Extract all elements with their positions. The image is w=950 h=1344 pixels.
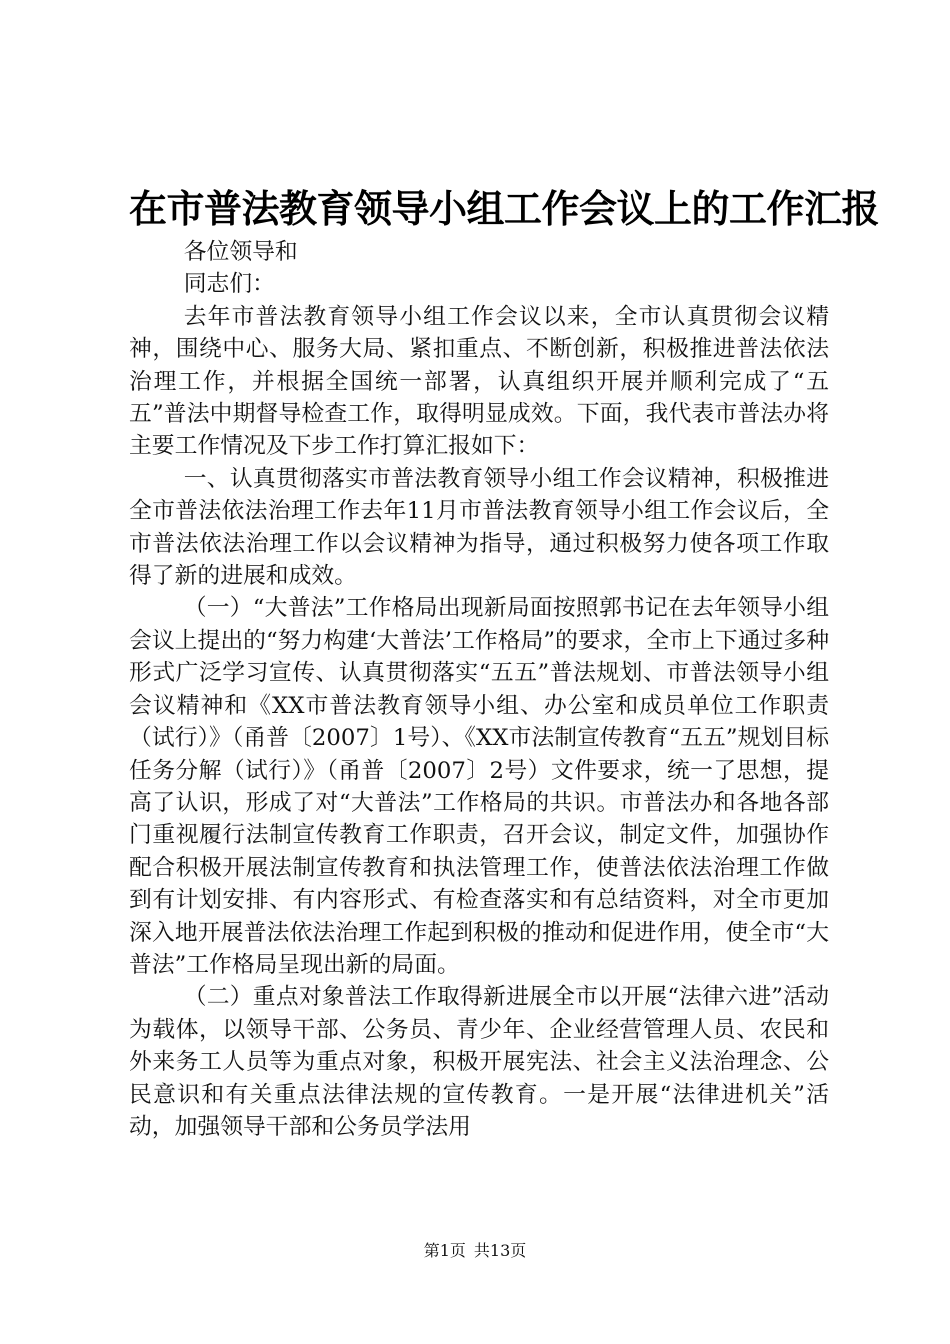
paragraph-section-1: 一、认真贯彻落实市普法教育领导小组工作会议精神，积极推进全市普法依法治理工作去年11月市普法教育领导小组工作会议后，全市普法依法治理工作以会议精神为指导，通过积极努力使各项工作取得了新的进展和成效。 xyxy=(129,465,829,590)
paragraph-subsection-1: （一）“大普法”工作格局出现新局面按照郭书记在去年领导小组会议上提出的“努力构建‘大普法’工作格局”的要求，全市上下通过多种形式广泛学习宣传、认真贯彻落实“五五”普法规划、市普法领导小组会议精神和《XX市普法教育领导小组、办公室和成员单位工作职责（试行）》（甬普〔2007〕1号）、《XX市法制宣传教育“五五”规划目标任务分解（试行）》（甬普〔2007〕2号）文件要求，统一了思想，提高了认识，形成了对“大普法”工作格局的共识。市普法办和各地各部门重视履行法制宣传教育工作职责，召开会议，制定文件，加强协作配合积极开展法制宣传教育和执法管理工作，使普法依法治理工作做到有计划安排、有内容形式、有检查落实和有总结资料，对全市更加深入地开展普法依法治理工作起到积极的推动和促进作用，使全市“大普法”工作格局呈现出新的局面。 xyxy=(129,595,829,978)
paragraph-subsection-2: （二）重点对象普法工作取得新进展全市以开展“法律六进”活动为载体，以领导干部、公务员、青少年、企业经营管理人员、农民和外来务工人员等为重点对象，积极开展宪法、社会主义法治理念、公民意识和有关重点法律法规的宣传教育。一是开展“法律进机关”活动，加强领导干部和公务员学法用 xyxy=(129,984,829,1140)
salutation-line-1: 各位领导和 xyxy=(183,239,298,265)
document-title: 在市普法教育领导小组工作会议上的工作汇报 xyxy=(129,186,880,231)
page-footer xyxy=(0,1239,950,1263)
document-body xyxy=(129,236,829,1143)
paragraph-intro: 去年市普法教育领导小组工作会议以来，全市认真贯彻会议精神，围绕中心、服务大局、紧扣重点、不断创新，积极推进普法依法治理工作，并根据全国统一部署，认真组织开展并顺利完成了“五五”普法中期督导检查工作，取得明显成效。下面，我代表市普法办将主要工作情况及下步工作打算汇报如下： xyxy=(129,303,829,460)
page-total: 共13页 xyxy=(473,1241,527,1260)
page-number: 第1页 xyxy=(423,1241,466,1260)
salutation-line-2: 同志们： xyxy=(183,271,275,298)
